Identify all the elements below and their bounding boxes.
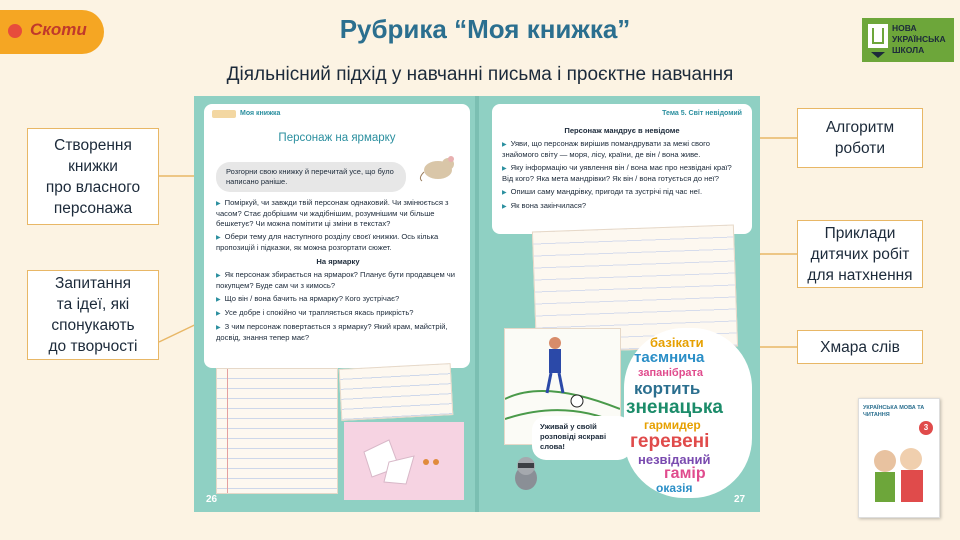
right-bullet-3: ▶ Опиши саму мандрівку, пригоди та зустрічі під час неї. <box>502 187 742 198</box>
right-bullet-2: ▶ Яку інформацію чи уявлення він / вона має про незвідані краї? Від кого? Яка мета мандрівки? Як він / вона готується до неї? <box>502 163 742 184</box>
tip-text: Уживай у своїй розповіді яскраві слова! <box>540 422 607 451</box>
origami-envelope-icon <box>344 422 464 500</box>
book-spread <box>194 96 760 512</box>
cloud-word-4: кортить <box>634 379 701 398</box>
callout-create-book: Створення книжки про власного персонажа <box>27 128 159 225</box>
callout-algorithm: Алгоритм роботи <box>797 108 923 168</box>
cloud-word-9: гамір <box>664 465 706 482</box>
callout-questions: Запитання та ідеї, які спонукають до творчості <box>27 270 159 360</box>
nus-logo-text: НОВА УКРАЇНСЬКА ШКОЛА <box>892 23 946 55</box>
left-bullet-2: ▶ Обери тему для наступного розділу своєї книжки. Ось кілька пропозицій і підказки, як можна розгортати сюжет. <box>216 232 460 253</box>
right-bullet-1: ▶ Уяви, що персонаж вирішив помандрувати за межі свого знайомого світу — моря, лісу, країни, де він / вона живе. <box>502 139 742 160</box>
word-cloud <box>624 328 752 498</box>
tip-bubble <box>532 416 632 460</box>
raccoon-illustration-icon <box>510 454 542 490</box>
cover-grade-badge: 3 <box>919 421 933 435</box>
cloud-word-7: геревені <box>630 431 710 452</box>
origami-picture <box>344 422 464 500</box>
left-bullet-3: ▶ Як персонаж збирається на ярмарок? Планує бути продавцем чи покупцем? Буде сам чи з кимось? <box>216 270 460 291</box>
left-subheading: На ярмарку <box>316 257 360 266</box>
margin-line <box>227 369 228 493</box>
book-tab-icon <box>212 110 236 118</box>
cover-title: УКРАЇНСЬКА МОВА ТА ЧИТАННЯ <box>863 405 925 418</box>
cloud-word-1: базікати <box>650 335 704 350</box>
left-bullet-1: ▶ Поміркуй, чи завжди твій персонаж однаковий. Чи змінюється з часом? Стає добрішим чи жадібнішим, розумнішим чи більше бешкетує? Чи можна помітити ці зміни в текстах? <box>216 198 460 229</box>
cloud-word-5: зненацька <box>626 397 723 418</box>
right-page <box>492 104 752 234</box>
right-bullet-4: ▶ Як вона закінчилася? <box>502 201 742 212</box>
child-work-note <box>339 363 454 421</box>
slide-subtitle: Діяльнісний підхід у навчанні письма і проєктне навчання <box>226 64 734 85</box>
textbook-cover <box>858 398 940 518</box>
left-page-title: Персонаж на ярмарку <box>278 132 396 144</box>
callout-word-cloud: Хмара слів <box>797 330 923 364</box>
callout-examples: Приклади дитячих робіт для натхнення <box>797 220 923 288</box>
left-page <box>204 104 470 368</box>
cloud-word-3: запанібрата <box>638 367 704 379</box>
child-work-left <box>216 368 338 494</box>
cloud-word-2: таємнича <box>634 349 705 366</box>
instruction-bubble: Розгорни свою книжку й перечитай усе, що було написано раніше. <box>216 162 406 192</box>
left-bullet-5: ▶ Усе добре і спокійно чи трапляється якась прикрість? <box>216 308 460 319</box>
publisher-logo-text: Скоти <box>30 20 87 39</box>
right-page-number: 27 <box>734 494 746 505</box>
cloud-word-8: незвіданий <box>638 452 711 467</box>
mouse-illustration-icon <box>418 150 458 182</box>
right-page-header: Тема 5. Світ невідомий <box>662 110 742 117</box>
cover-children-illustration-icon <box>865 439 933 511</box>
book-spine <box>475 96 479 512</box>
left-page-number: 26 <box>206 494 218 505</box>
left-bullet-4: ▶ Що він / вона бачить на ярмарку? Кого зустрічає? <box>216 294 460 305</box>
left-bullet-6: ▶ З чим персонаж повертається з ярмарку? Який крам, майстрій, досвід, знання тепер має? <box>216 322 460 343</box>
cloud-word-10: оказія <box>656 481 693 495</box>
left-page-header: Моя книжка <box>240 110 281 117</box>
cloud-word-6: гармидер <box>644 418 701 432</box>
right-page-title: Персонаж мандрує в невідоме <box>564 126 680 135</box>
slide-title: Рубрика “Моя книжка” <box>339 14 631 44</box>
